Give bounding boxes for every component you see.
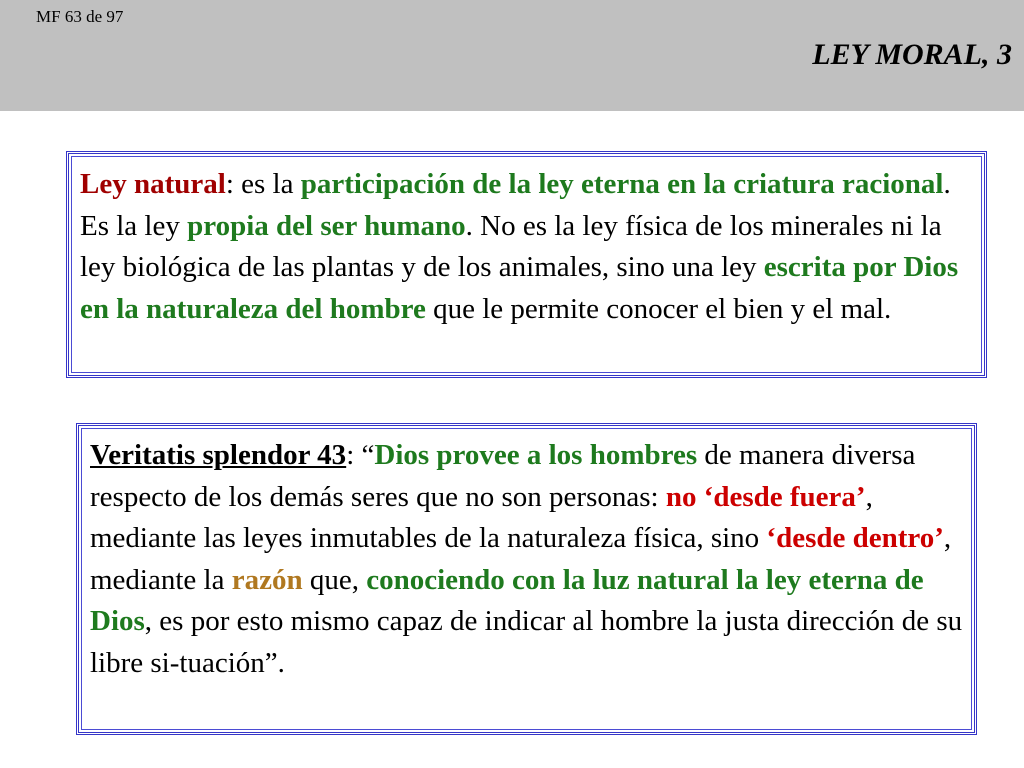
box2-segment: , es por esto mismo capaz de indicar al hombre la justa dirección de su libre si-tuación”. (90, 605, 963, 679)
box1-segment: propia del ser humano (187, 209, 466, 242)
header-band (0, 0, 1024, 111)
veritatis-splendor-text (90, 435, 970, 684)
box1-segment: que le permite conocer el bien y el mal. (425, 292, 892, 325)
veritatis-splendor-box (76, 423, 977, 735)
box2-segment: : “ (346, 439, 375, 471)
page-counter: MF 63 de 97 (36, 7, 124, 26)
box1-segment: . Es la ley (80, 168, 951, 242)
box2-segment: ‘desde dentro’ (766, 522, 944, 554)
box2-segment: razón (231, 563, 303, 596)
ley-natural-text (80, 164, 980, 330)
box2-segment: Veritatis splendor 43 (90, 439, 347, 471)
slide-title: LEY MORAL, 3 (812, 38, 1012, 71)
box2-segment: que, (302, 563, 367, 596)
ley-natural-box (66, 151, 987, 378)
box2-segment: , mediante las leyes inmutables de la naturaleza física, sino (90, 480, 873, 554)
box2-segment: Dios provee a los hombres (374, 439, 698, 471)
box2-segment: no ‘desde fuera’ (665, 480, 866, 513)
box2-segment: conociendo con la luz natural la ley eterna de Dios (90, 563, 924, 637)
box1-segment: participación de la ley eterna en la criatura racional (300, 168, 944, 200)
box1-segment: Ley natural (80, 168, 226, 200)
box2-segment: de manera diversa respecto de los demás seres que no son personas: (90, 439, 916, 513)
box1-segment: escrita por Dios en la naturaleza del hombre (80, 251, 959, 325)
box1-segment: : es la (225, 168, 301, 200)
box1-segment: . No es la ley física de los minerales ni la ley biológica de las plantas y de los animales, sino una ley (80, 209, 942, 283)
box2-segment: , mediante la (90, 522, 952, 596)
